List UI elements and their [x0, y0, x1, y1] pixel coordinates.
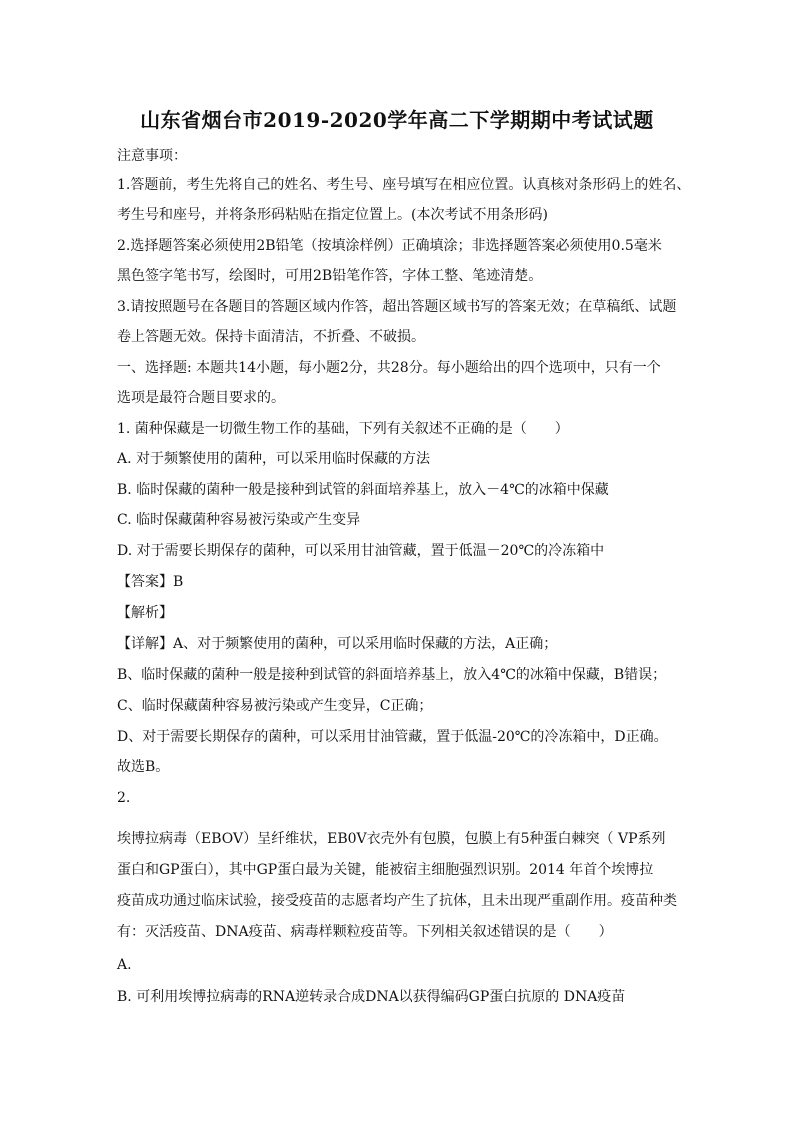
question-1-option-a: A. 对于频繁使用的菌种，可以采用临时保藏的方法: [117, 451, 431, 467]
question-2-stem-line-3: 疫苗成功通过临床试验，接受疫苗的志愿者均产生了抗体，且未出现严重副作用。疫苗种类: [117, 893, 677, 909]
question-2-option-a: A.: [117, 957, 132, 973]
question-1-conclusion: 故选B。: [117, 759, 170, 775]
notice-1-line-2: 考生号和座号，并将条形码粘贴在指定位置上。(本次考试不用条形码): [117, 207, 548, 223]
notice-2-line-1: 2.选择题答案必须使用2B铅笔（按填涂样例）正确填涂；非选择题答案必须使用0.5毫米: [117, 238, 662, 254]
notice-3-line-1: 3.请按照题号在各题目的答题区域内作答，超出答题区域书写的答案无效；在草稿纸、试题: [117, 299, 677, 315]
question-1-detail-c: C、临时保藏菌种容易被污染或产生变异，C正确；: [117, 698, 433, 714]
question-1-detail-b: B、临时保藏的菌种一般是接种到试管的斜面培养基上，放入4℃的冰箱中保藏，B错误；: [117, 667, 667, 683]
question-2-number: 2.: [117, 790, 131, 806]
question-1-detail-d: D、对于需要长期保存的菌种，可以采用甘油管藏，置于低温-20℃的冷冻箱中，D正确。: [117, 729, 668, 745]
question-1-option-d: D. 对于需要长期保存的菌种，可以采用甘油管藏，置于低温－20℃的冷冻箱中: [117, 543, 605, 559]
document-title: 山东省烟台市2019-2020学年高二下学期期中考试试题: [140, 108, 654, 132]
question-2-stem-line-4: 有：灭活疫苗、DNA疫苗、病毒样颗粒疫苗等。下列相关叙述错误的是（ ）: [117, 924, 613, 940]
question-1-answer: 【答案】B: [117, 574, 184, 590]
question-1-stem: 1. 菌种保藏是一切微生物工作的基础，下列有关叙述不正确的是（ ）: [117, 421, 569, 437]
question-2-stem-line-2: 蛋白和GP蛋白），其中GP蛋白最为关键，能被宿主细胞强烈识别。2014 年首个埃博拉: [117, 862, 654, 878]
question-2-option-b: B. 可利用埃博拉病毒的RNA逆转录合成DNA以获得编码GP蛋白抗原的 DNA疫苗: [117, 989, 626, 1005]
section-heading-line-1: 一、选择题: 本题共14小题，每小题2分，共28分。每小题给出的四个选项中，只有一个: [117, 360, 661, 376]
notice-1-line-1: 1.答题前，考生先将自己的姓名、考生号、座号填写在相应位置。认真核对条形码上的姓名、: [117, 177, 691, 193]
question-1-analysis-heading: 【解析】: [117, 605, 173, 621]
notice-heading: 注意事项：: [117, 148, 187, 164]
notice-2-line-2: 黑色签字笔书写，绘图时，可用2B铅笔作答，字体工整、笔迹清楚。: [117, 268, 543, 284]
question-1-detail-a: 【详解】A、对于频繁使用的菌种，可以采用临时保藏的方法，A正确；: [117, 636, 558, 652]
question-2-stem-line-1: 埃博拉病毒（EBOV）呈纤维状，EB0V衣壳外有包膜，包膜上有5种蛋白棘突（ VP系列: [117, 831, 666, 847]
question-1-option-b: B. 临时保藏的菌种一般是接种到试管的斜面培养基上，放入－4℃的冰箱中保藏: [117, 482, 609, 498]
question-1-option-c: C. 临时保藏菌种容易被污染或产生变异: [117, 512, 361, 528]
section-heading-line-2: 选项是最符合题目要求的。: [117, 390, 285, 406]
notice-3-line-2: 卷上答题无效。保持卡面清洁，不折叠、不破损。: [117, 329, 425, 345]
